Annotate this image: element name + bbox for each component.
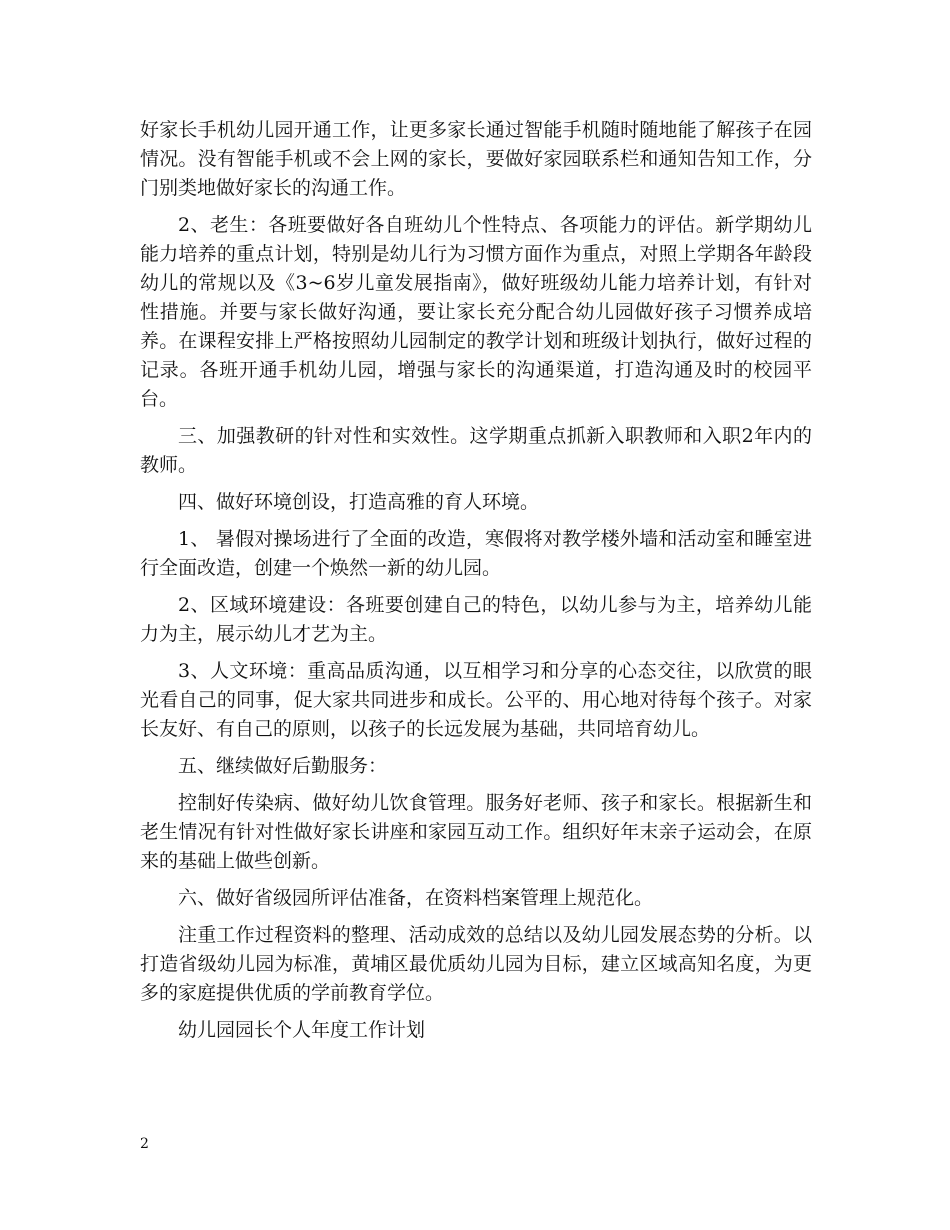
page-number: 2 (140, 1136, 149, 1152)
paragraph: 幼儿园园长个人年度工作计划 (178, 1019, 426, 1041)
paragraph: 2、老生：各班要做好各自班幼儿个性特点、各项能力的评估。新学期幼儿能力培养的重点计划，特别是幼儿行为习惯方面作为重点，对照上学期各年龄段幼儿的常规以及《3~6岁儿童发展指南》，做好班级幼儿能力培养计划，有针对性措施。并要与家长做好沟通，要让家长充分配合幼儿园做好孩子习惯养成培养。在课程安排上严格按照幼儿园制定的教学计划和班级计划执行，做好过程的记录。各班开通手机幼儿园，增强与家长的沟通渠道，打造沟通及时的校园平台。 (140, 214, 812, 410)
paragraph: 3、人文环境：重高品质沟通，以互相学习和分享的心态交往，以欣赏的眼光看自己的同事，促大家共同进步和成长。公平的、用心地对待每个孩子。对家长友好、有自己的原则，以孩子的长远发展为基础，共同培育幼儿。 (140, 660, 812, 740)
paragraph: 2、区域环境建设：各班要创建自己的特色，以幼儿参与为主，培养幼儿能力为主，展示幼儿才艺为主。 (140, 594, 812, 645)
document-body (140, 116, 812, 1053)
paragraph: 1、 暑假对操场进行了全面的改造，寒假将对教学楼外墙和活动室和睡室进行全面改造，创建一个焕然一新的幼儿园。 (140, 528, 812, 579)
paragraph: 五、继续做好后勤服务： (178, 755, 388, 777)
paragraph: 控制好传染病、做好幼儿饮食管理。服务好老师、孩子和家长。根据新生和老生情况有针对性做好家长讲座和家园互动工作。组织好年末亲子运动会，在原来的基础上做些创新。 (140, 792, 812, 872)
paragraph: 四、做好环境创设，打造高雅的育人环境。 (178, 491, 540, 513)
paragraph: 好家长手机幼儿园开通工作，让更多家长通过智能手机随时随地能了解孩子在园情况。没有智能手机或不会上网的家长，要做好家园联系栏和通知告知工作，分门别类地做好家长的沟通工作。 (140, 119, 812, 199)
paragraph: 注重工作过程资料的整理、活动成效的总结以及幼儿园发展态势的分析。以打造省级幼儿园为标准，黄埔区最优质幼儿园为目标，建立区域高知名度，为更多的家庭提供优质的学前教育学位。 (140, 924, 812, 1004)
paragraph: 三、加强教研的针对性和实效性。这学期重点抓新入职教师和入职2年内的教师。 (140, 425, 812, 476)
paragraph: 六、做好省级园所评估准备，在资料档案管理上规范化。 (178, 887, 654, 909)
